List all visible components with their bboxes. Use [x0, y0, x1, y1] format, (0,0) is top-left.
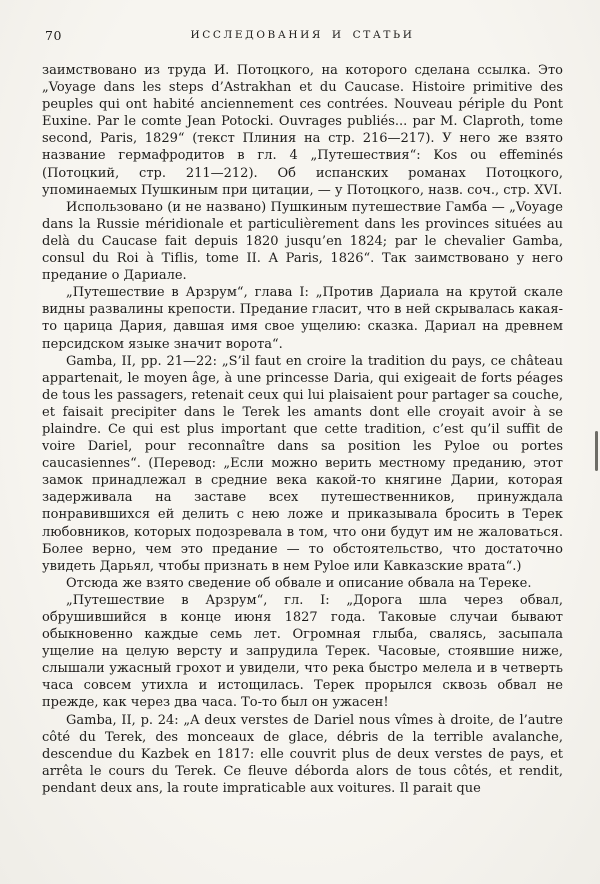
paragraph: „Путешествие в Арзрум“, гл. I: „Дорога шла через обвал, обрушившийся в конце июня 1827 года. Таковые случаи бывают обыкновенно каждые семь лет. Огромная глыба, свалясь, засыпала ущелие на целую версту и запрудила Терек. Часовые, стоявшие ниже, слышали ужасный грохот и увидели, что река быстро мелела и в четверть часа совсем утихла и истощилась. Терек прорылся сквозь обвал не прежде, как через два часа. То-то был он ужасен! [42, 592, 563, 711]
paragraph: „Путешествие в Арзрум“, глава I: „Против Дариала на крутой скале видны развалины крепости. Предание гласит, что в ней скрывалась какая-то царица Дария, давшая имя свое ущелию: сказка. Дариал на древнем персидском языке значит ворота“. [42, 285, 563, 352]
paragraph: Отсюда же взято сведение об обвале и описание обвала на Тереке. [66, 575, 532, 591]
paragraph: Использовано (и не названо) Пушкиным путешествие Гамба — „Voyage dans la Russie méridionale et particulièrement dans les provinces situées au delà du Caucase fait depuis 1820 jusqu’en 1824; par le chevalier Gamba, consul du Roi à Tiflis, tome II. A Paris, 1826“. Так заимствовано у него предание о Дариале. [42, 199, 563, 284]
page-body [42, 62, 563, 797]
paragraph-continuation: заимствовано из труда И. Потоцкого, на которого сделана ссылка. Это „Voyage dans les steps d’Astrakhan et du Caucase. Histoire primitive des peuples qui ont habité anciennement ces contrées. Nouveau périple du Pont Euxine. Par le comte Jean Potocki. Ouvrages publiés... par M. Claproth, tome second, Paris, 1829“ (текст Плиния на стр. 216—217). У него же взято название гермафродитов в гл. 4 „Путешествия“: Kos ou effeminés (Потоцкий, стр. 211—212). Об испанских романах Потоцкого, упоминаемых Пушкиным при цитации, — у Потоцкого, назв. соч., стр. XVI. [42, 63, 563, 198]
paragraph: Gamba, II, pp. 21—22: „S’il faut en croire la tradition du pays, ce château appartenait, le moyen âge, à une princesse Daria, qui exigeait de forts péages de tous les passagers, retenait ceux qui lui plaisaient pour partager sa couche, et faisait precipiter dans le Terek les amants dont elle croyait avoir à se plaindre. Ce qui est plus important que cette tradition, c’est qu’il suffit de voire Dariel, pour reconnaître dans sa position les Pyloe ou portes caucasiennes“. (Перевод: „Если можно верить местному преданию, этот замок принадлежал в средние века какой-то княгине Дарии, которая задерживала на заставе всех путешественников, принуждала понравившихся ей делить с нею ложе и приказывала бросить в Терек любовников, которых подозревала в том, что они будут им не жаловаться. Более верно, чем это предание — то обстоятельство, что достаточно увидеть Дарьял, чтобы признать в нем Pyloe или Кавказские врата“.) [42, 353, 563, 574]
page-number: 70 [45, 28, 62, 43]
page-header [42, 26, 563, 48]
running-head: ИССЛЕДОВАНИЯ И СТАТЬИ [190, 29, 415, 41]
paragraph: Gamba, II, p. 24: „A deux verstes de Dariel nous vîmes à droite, de l’autre côté du Terek, des monceaux de glace, débris de la terrible avalanche, descendue du Kazbek en 1817: elle couvrit plus de deux verstes de pays, et arrêta le cours du Terek. Ce fleuve déborda alors de tous côtés, et rendit, pendant deux ans, la route impraticable aux voitures. Il parait que [42, 712, 563, 796]
scan-edge-artifact [595, 431, 598, 471]
